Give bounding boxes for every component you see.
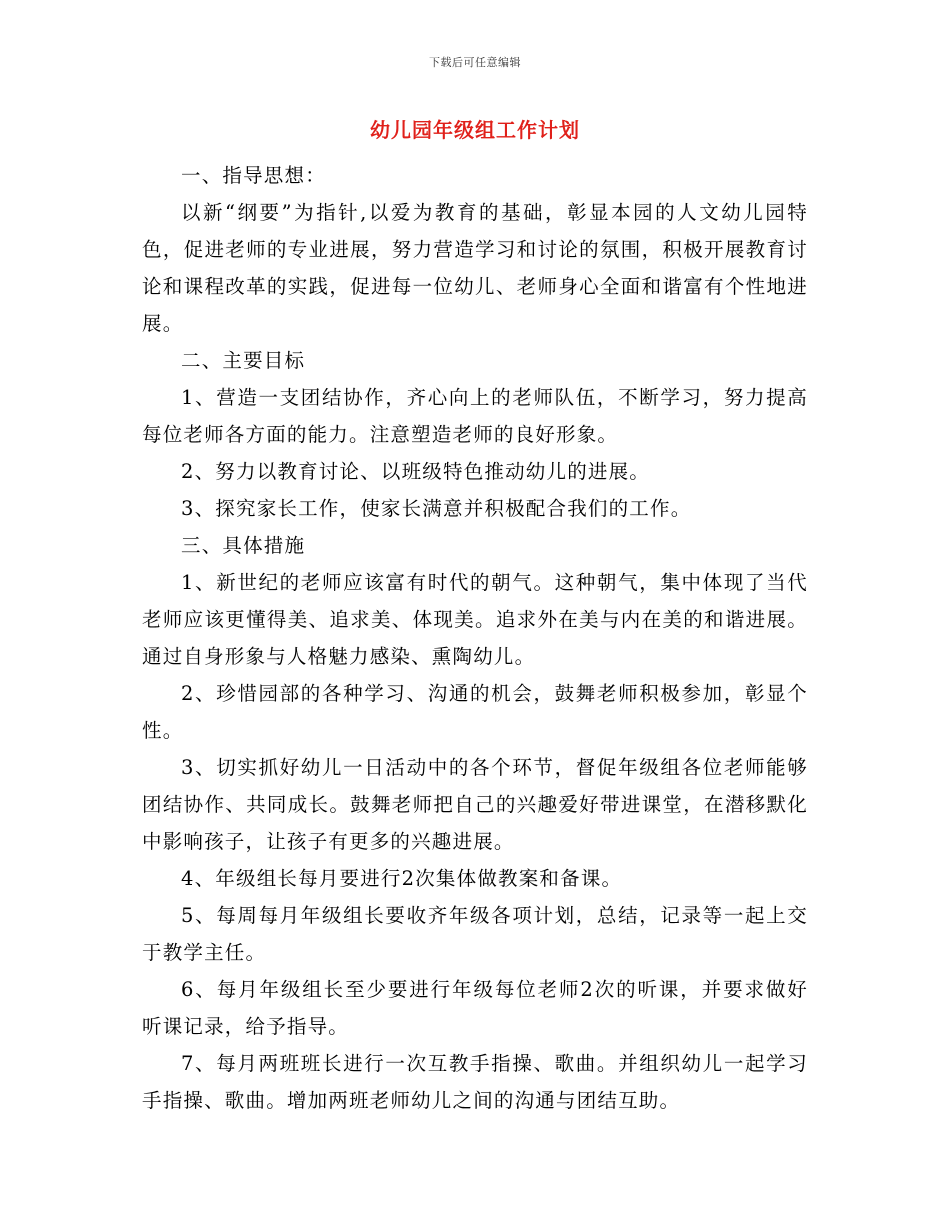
section-heading-guiding-thought: 一、指导思想：: [181, 164, 326, 187]
paragraph: 2、珍惜园部的各种学习、沟通的机会，鼓舞老师积极参加，彰显个性。: [142, 682, 808, 742]
paragraph: 2、努力以教育讨论、以班级特色推动幼儿的进展。: [181, 460, 651, 483]
header-note: 下载后可任意编辑: [429, 56, 521, 69]
paragraph: 7、每月两班班长进行一次互教手指操、歌曲。并组织幼儿一起学习手指操、歌曲。增加两班老师幼儿之间的沟通与团结互助。: [142, 1052, 808, 1112]
paragraph: 5、每周每月年级组长要收齐年级各项计划，总结，记录等一起上交于教学主任。: [142, 904, 808, 964]
paragraph: 以新“纲要”为指针,以爱为教育的基础，彰显本园的人文幼儿园特色，促进老师的专业进展，努力营造学习和讨论的氛围，积极开展教育讨论和课程改革的实践，促进每一位幼儿、老师身心全面和谐富有个性地进展。: [142, 201, 808, 335]
paragraph: 3、切实抓好幼儿一日活动中的各个环节，督促年级组各位老师能够团结协作、共同成长。鼓舞老师把自己的兴趣爱好带进课堂，在潜移默化中影响孩子，让孩子有更多的兴趣进展。: [142, 756, 808, 853]
document-body: [142, 157, 808, 1119]
paragraph: 6、每月年级组长至少要进行年级每位老师2次的听课，并要求做好听课记录，给予指导。: [142, 978, 808, 1038]
section-heading-measures: 三、具体措施: [181, 534, 306, 557]
section-heading-main-goals: 二、主要目标: [181, 349, 306, 372]
paragraph: 4、年级组长每月要进行2次集体做教案和备课。: [181, 867, 623, 890]
paragraph: 1、营造一支团结协作，齐心向上的老师队伍，不断学习，努力提高每位老师各方面的能力。注意塑造老师的良好形象。: [142, 386, 808, 446]
paragraph: 3、探究家长工作，使家长满意并积极配合我们的工作。: [181, 497, 692, 520]
document-title: 幼儿园年级组工作计划: [370, 118, 580, 142]
paragraph: 1、新世纪的老师应该富有时代的朝气。这种朝气，集中体现了当代老师应该更懂得美、追求美、体现美。追求外在美与内在美的和谐进展。通过自身形象与人格魅力感染、熏陶幼儿。: [142, 571, 808, 668]
